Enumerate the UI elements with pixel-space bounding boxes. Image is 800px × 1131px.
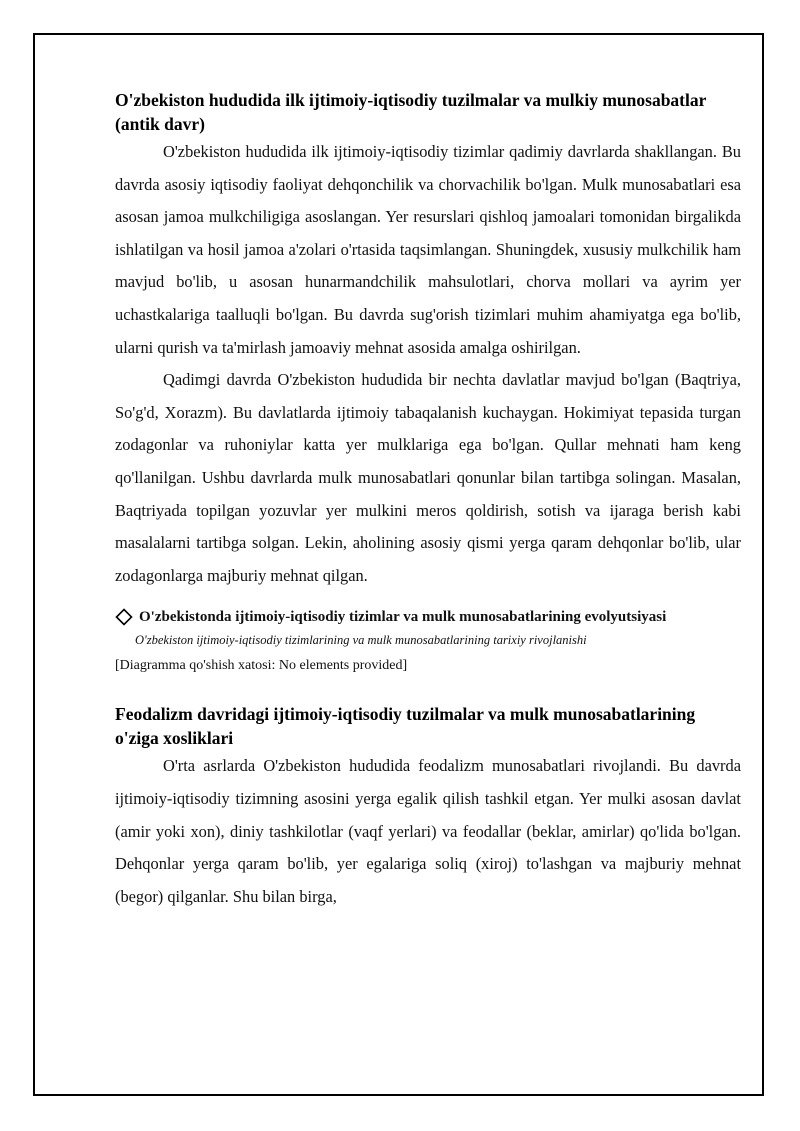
diagram-error-message: [Diagramma qo'shish xatosi: No elements provided] [115,658,408,674]
diagram-caption [115,606,741,628]
diamond-icon [115,608,135,626]
section-heading-antik: O'zbekiston hududida ilk ijtimoiy-iqtisodiy tuzilmalar va mulkiy munosabatlar (antik davr) [115,90,707,134]
diagram-title: O'zbekistonda ijtimoiy-iqtisodiy tizimlar va mulk munosabatlarining evolyutsiyasi [139,609,667,626]
paragraph: Qadimgi davrda O'zbekiston hududida bir nechta davlatlar mavjud bo'lgan (Baqtriya, So'g'd, Xorazm). Bu davlatlarda ijtimoiy tabaqalanish kuchaygan. Hokimiyat tepasida turgan zodagonlar va ruhoniylar katta yer mulklariga ega bo'lgan. Qullar mehnati ham keng qo'llanilgan. Ushbu davrlarda mulk munosabatlari qonunlar bilan tartibga solingan. Masalan, Baqtriyada topilgan yozuvlar yer mulkini meros qoldirish, sotish va ijaraga berish kabi masalalarni tartibga solgan. Lekin, aholining asosiy qismi yerga qaram dehqonlar bo'lib, ular zodagonlarga majburiy mehnat qilgan. [115,370,741,585]
paragraph: O'zbekiston hududida ilk ijtimoiy-iqtisodiy tizimlar qadimiy davrlarda shakllangan. Bu davrda asosiy iqtisodiy faoliyat dehqonchilik va chorvachilik bo'lgan. Mulk munosabatlari esa asosan jamoa mulkchiligiga asoslangan. Yer resurslari qishloq jamoalari tomonidan birgalikda ishlatilgan va hosil jamoa a'zolari o'rtasida taqsimlangan. Shuningdek, xususiy mulkchilik ham mavjud bo'lib, u asosan hunarmandchilik mahsulotlari, chorva mollari va ayrim yer uchastkalariga taalluqli bo'lgan. Bu davrda sug'orish tizimlari muhim ahamiyatga ega bo'lib, ularni qurish va ta'mirlash jamoaviy mehnat asosida amalga oshirilgan. [115,142,741,357]
section-heading-feodalizm: Feodalizm davridagi ijtimoiy-iqtisodiy tuzilmalar va mulk munosabatlarining o'ziga xosliklari [115,704,696,749]
paragraph: O'rta asrlarda O'zbekiston hududida feodalizm munosabatlari rivojlandi. Bu davrda ijtimoiy-iqtisodiy tizimning asosini yerga egalik qilish tashkil etgan. Yer mulki asosan davlat (amir yoki xon), diniy tashkilotlar (vaqf yerlari) va feodallar (beklar, amirlar) qo'lida bo'lgan. Dehqonlar yerga qaram bo'lib, yer egalariga soliq (xiroj) to'lashgan va majburiy mehnat (begor) qilganlar. Shu bilan birga, [115,756,741,906]
diagram-subtitle: O'zbekiston ijtimoiy-iqtisodiy tizimlarining va mulk munosabatlarining tarixiy rivojlanishi [135,633,587,648]
document-body [115,88,741,913]
